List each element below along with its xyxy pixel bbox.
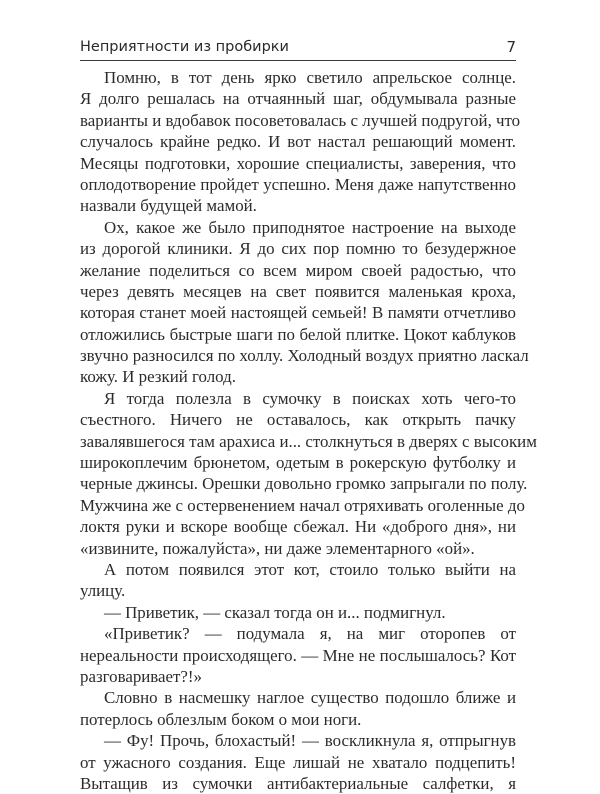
text-line: разговаривает?!» (80, 666, 202, 686)
text-line: улицу. (80, 581, 126, 601)
text-line: оплодотворение пройдет успешно. Меня даже напутственно (80, 174, 516, 194)
text-line: завалявшегося там арахиса и... столкнуться в дверях с высоким (80, 431, 537, 451)
text-line: звучно разносился по холлу. Холодный воздух приятно ласкал (80, 346, 529, 366)
text-line: локтя руки и вскоре вообще сбежал. Ни «доброго дня», ни (80, 517, 516, 537)
text-line: от ужасного создания. Еще лишай не хватало подцепить! (80, 752, 516, 772)
body-text (80, 67, 537, 794)
text-line: потерлось облезлым боком о мои ноги. (80, 709, 362, 729)
running-header (80, 38, 516, 60)
text-line: Я долго решалась на отчаянный шаг, обдумывала разные (80, 89, 516, 109)
text-line: Я тогда полезла в сумочку в поисках хоть чего-то (104, 388, 516, 408)
text-line: Мужчина же с остервенением начал отряхивать оголенные до (80, 495, 525, 515)
text-line: варианты и вдобавок посоветовалась с лучшей подругой, что (80, 110, 521, 130)
text-line: Вытащив из сумочки антибактериальные салфетки, я (80, 773, 516, 793)
text-line: — Фу! Прочь, блохастый! — воскликнула я, отпрыгнув (104, 731, 516, 751)
running-title: Неприятности из пробирки (80, 39, 289, 55)
text-line: Словно в насмешку наглое существо подошло ближе и (104, 688, 516, 708)
page-number: 7 (506, 38, 516, 56)
text-line: — Приветик, — сказал тогда он и... подмигнул. (104, 602, 446, 622)
text-line: случалось крайне редко. И вот настал решающий момент. (80, 132, 516, 152)
header-rule (80, 60, 516, 61)
text-line: Месяцы подготовки, хорошие специалисты, заверения, что (80, 153, 516, 173)
text-line: из дорогой клиники. Я до сих пор помню то безудержное (80, 239, 516, 259)
text-line: широкоплечим брюнетом, одетым в рокерскую футболку и (80, 453, 516, 473)
text-line: «Приветик? — подумала я, на миг оторопев от (104, 624, 516, 644)
text-line: которая станет моей настоящей семьей! В памяти отчетливо (80, 303, 516, 323)
text-line: назвали будущей мамой. (80, 196, 257, 216)
text-line: желание поделиться со всем миром своей радостью, что (80, 260, 516, 280)
text-line: через девять месяцев на свет появится маленькая кроха, (80, 281, 516, 301)
text-line: Ох, какое же было приподнятое настроение на выходе (104, 217, 516, 237)
text-line: А потом появился этот кот, стоило только выйти на (104, 559, 516, 579)
text-line: съестного. Ничего не оставалось, как открыть пачку (80, 410, 516, 430)
text-line: «извините, пожалуйста», ни даже элементарного «ой». (80, 538, 475, 558)
text-line: нереальности происходящего. — Мне не послышалось? Кот (80, 645, 516, 665)
text-line: отложились быстрые шаги по белой плитке. Цокот каблуков (80, 324, 516, 344)
text-line: черные джинсы. Орешки довольно громко запрыгали по полу. (80, 474, 528, 494)
text-line: кожу. И резкий голод. (80, 367, 236, 387)
text-line: Помню, в тот день ярко светило апрельское солнце. (104, 68, 516, 87)
